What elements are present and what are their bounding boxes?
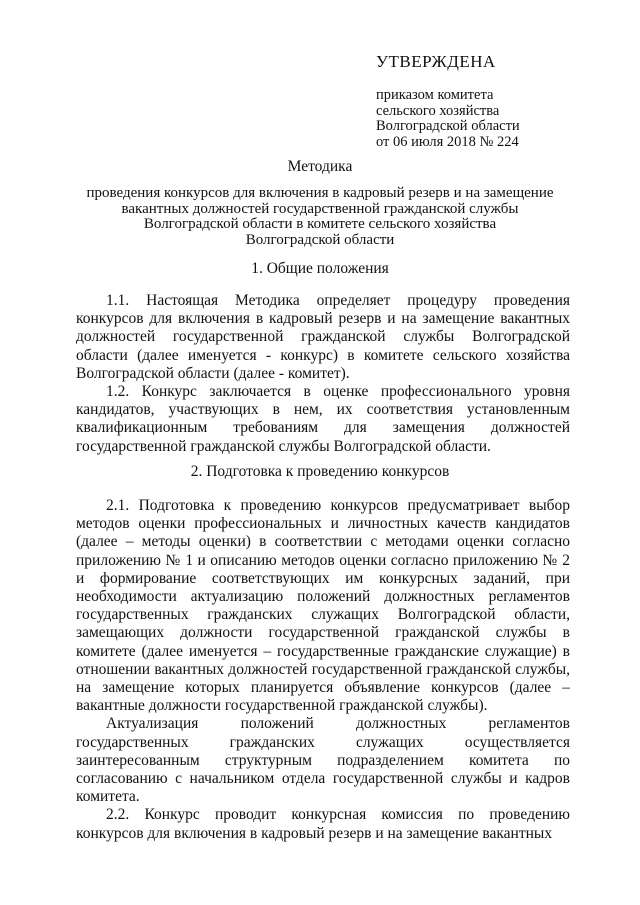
paragraph: 2.2. Конкурс проводит конкурсная комиссия по проведению конкурсов для включения в кадровый резерв и на замещение вакантных [76, 806, 570, 842]
section-body-preparation [76, 497, 570, 843]
subtitle-line: проведения конкурсов для включения в кадровый резерв и на замещение [86, 185, 554, 201]
section-heading-general: 1. Общие положения [251, 260, 389, 277]
subtitle-line: Волгоградской области [245, 231, 395, 248]
document-subtitle [60, 186, 580, 248]
approval-title: УТВЕРЖДЕНА [376, 52, 496, 71]
subtitle-line: вакантных должностей государственной гражданской службы [121, 200, 519, 217]
paragraph: 2.1. Подготовка к проведению конкурсов предусматривает выбор методов оценки профессиональных и личностных качеств кандидатов (далее – методы оценки) в соответствии с методами оценки согласно приложению № 1 и описанию методов оценки согласно приложению № 2 и формирование соответствующих им конкурсных заданий, при необходимости актуализацию положений должностных регламентов государственных гражданских служащих Волгоградской области, замещающих должности государственной гражданской службы в комитете (далее именуется – государственные гражданские служащие) в отношении вакантных должностей государственной гражданской службы, на замещение которых планируется объявление конкурсов (далее – вакантные должности государственной гражданской службы). [76, 497, 570, 715]
paragraph: 1.2. Конкурс заключается в оценке профессионального уровня кандидатов, участвующих в нем, их соответствия установленным квалификационным требованиям для замещения должностей государственной гражданской службы Волгоградской области. [76, 383, 570, 455]
paragraph: Актуализация положений должностных регламентов государственных гражданских служащих осуществляется заинтересованным структурным подразделением комитета по согласованию с начальником отдела государственной службы и кадров комитета. [76, 715, 570, 806]
approval-details [376, 88, 616, 150]
approval-line: от 06 июля 2018 № 224 [376, 133, 519, 150]
approval-line: приказом комитета [376, 87, 494, 103]
approval-line: сельского хозяйства [376, 102, 500, 119]
subtitle-line: Волгоградской области в комитете сельского хозяйства [143, 216, 497, 232]
approval-stamp [376, 52, 616, 150]
document-title: Методика [287, 158, 353, 175]
section-heading-preparation: 2. Подготовка к проведению конкурсов [190, 463, 450, 480]
section-body-general [76, 292, 570, 456]
paragraph: 1.1. Настоящая Методика определяет процедуру проведения конкурсов для включения в кадровый резерв и на замещение вакантных должностей государственной гражданской службы Волгоградской области (далее именуется - конкурс) в комитете сельского хозяйства Волгоградской области (далее - комитет). [76, 292, 570, 382]
approval-line: Волгоградской области [376, 118, 520, 134]
